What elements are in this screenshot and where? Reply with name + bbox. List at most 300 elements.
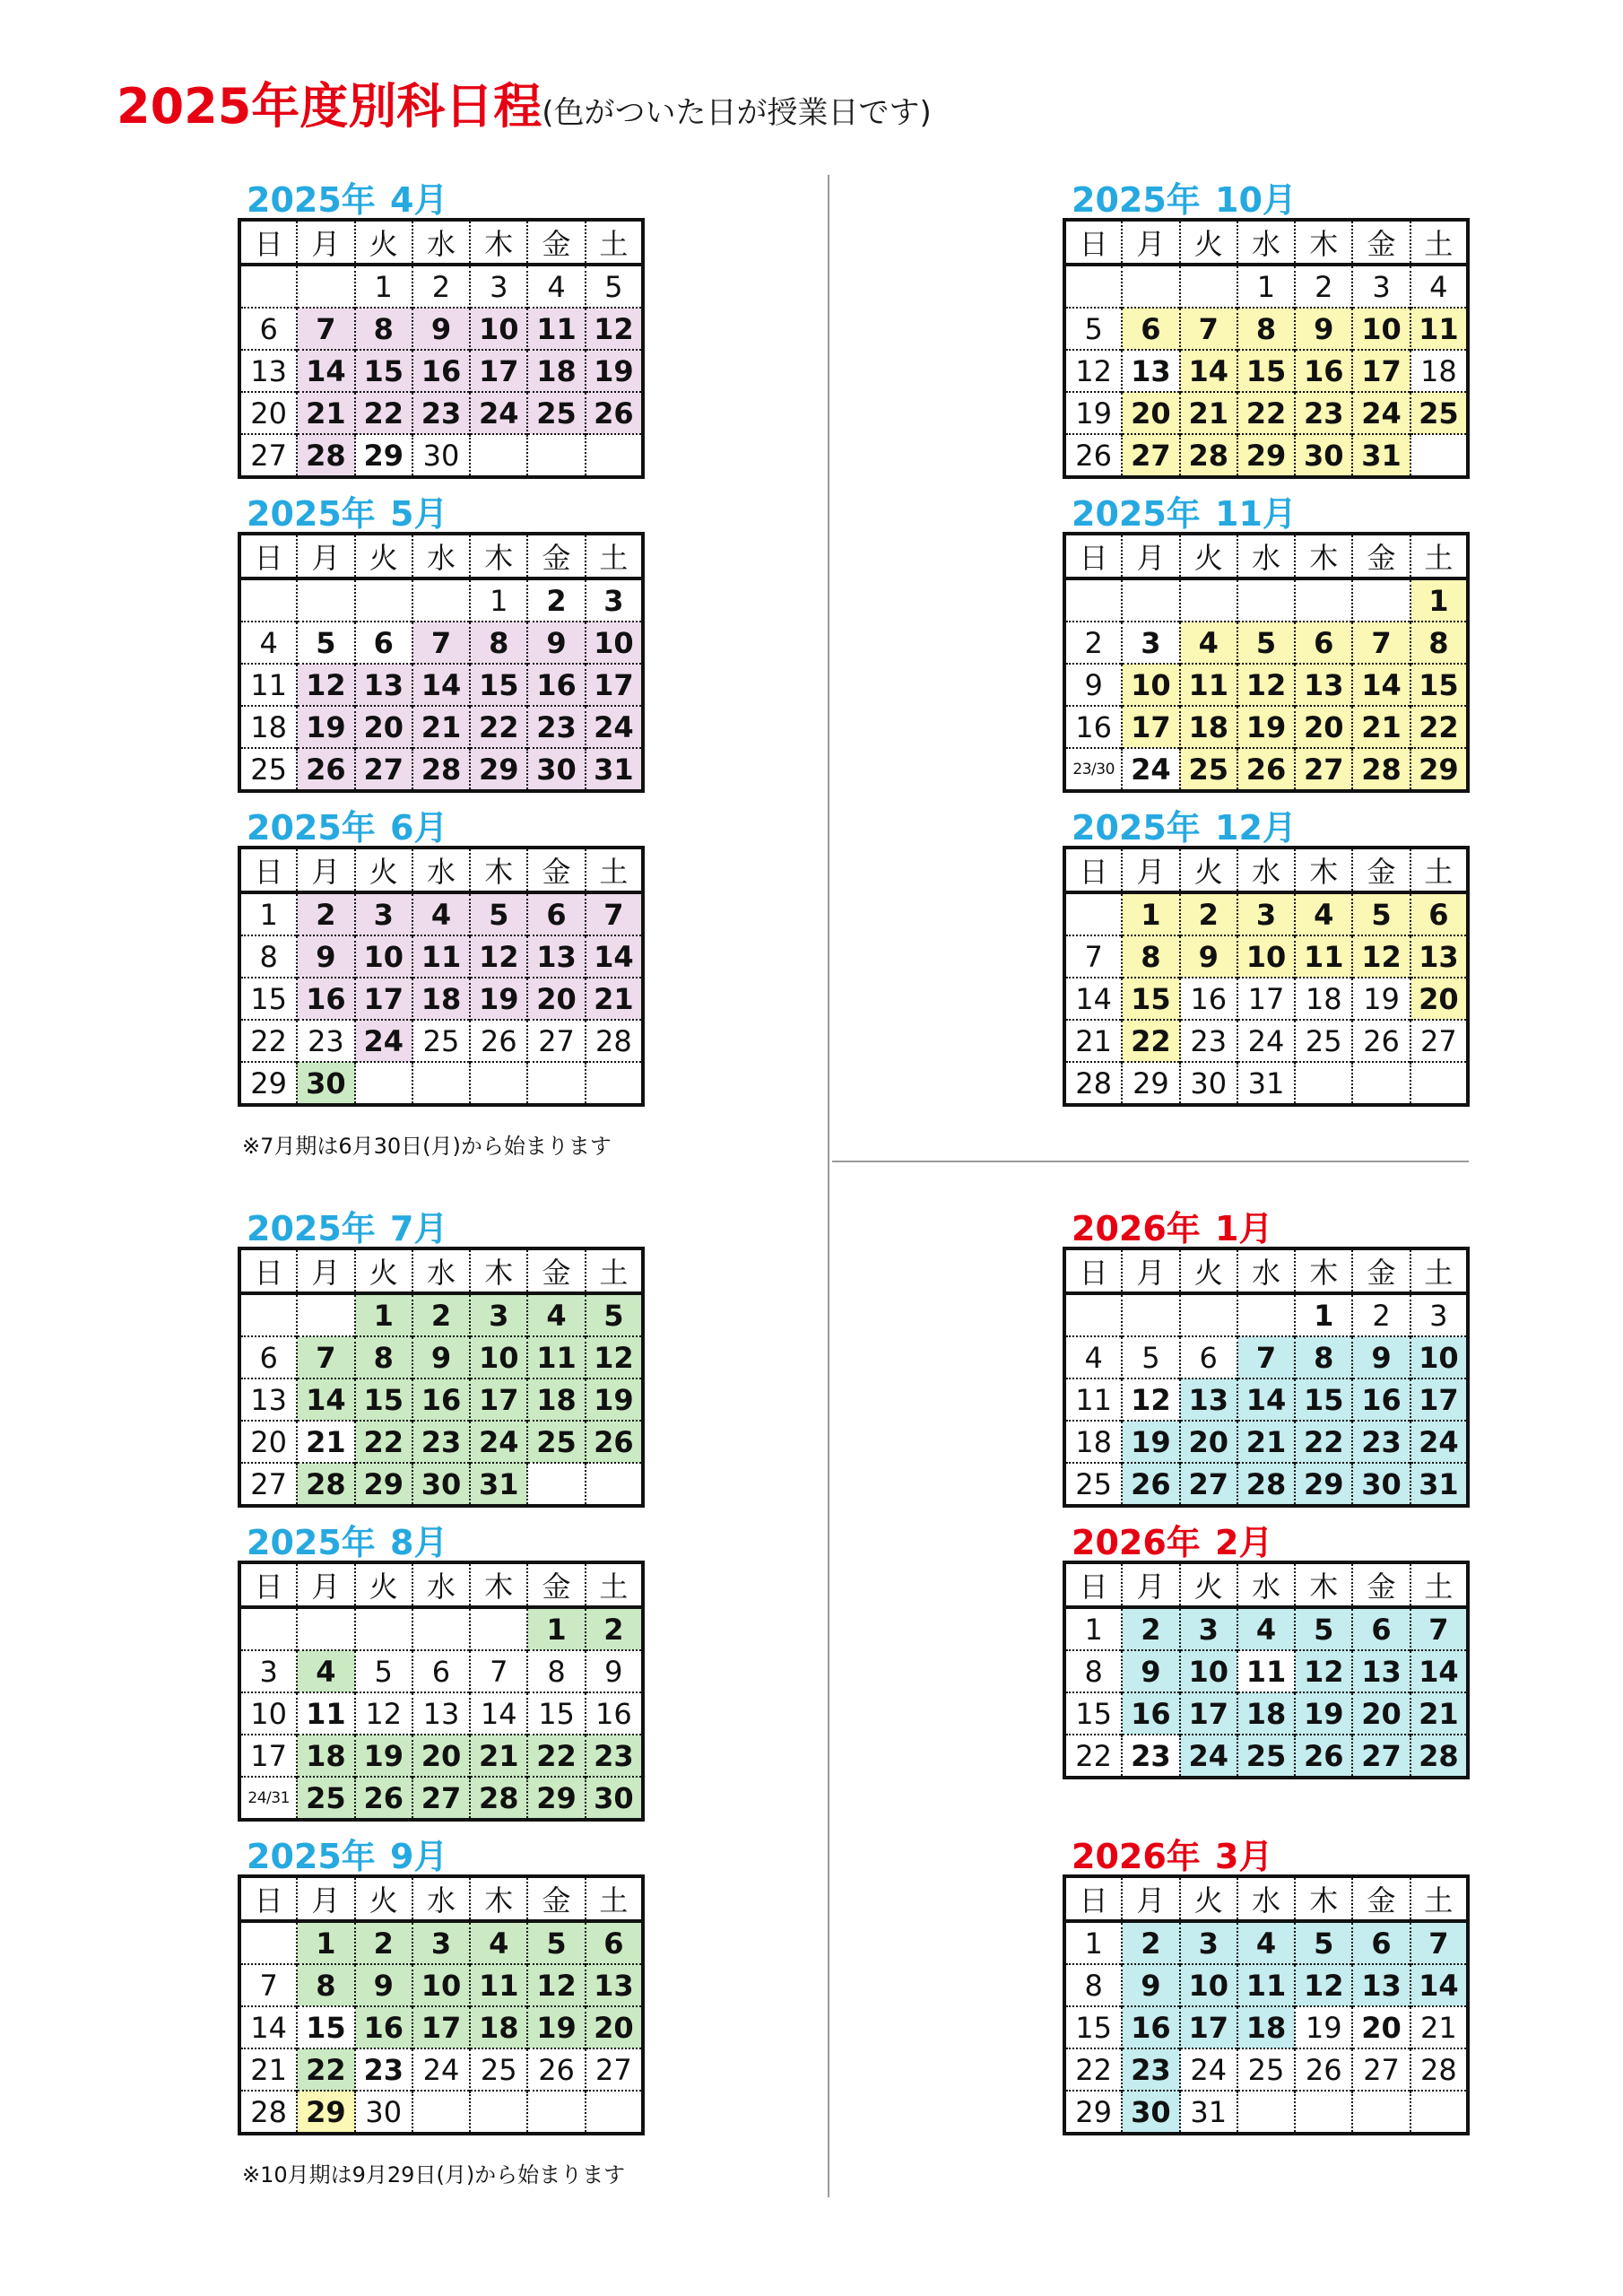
day-cell: 11 — [1180, 664, 1237, 706]
day-cell: 14 — [1410, 1964, 1468, 2006]
day-cell: 18 — [1295, 978, 1352, 1020]
week-row — [239, 1378, 643, 1421]
day-cell: 20 — [239, 1421, 297, 1463]
day-cell: 17 — [1410, 1378, 1468, 1421]
day-cell: 11 — [1237, 1650, 1295, 1692]
day-cell: 11 — [1237, 1964, 1295, 2006]
week-row — [239, 1336, 643, 1378]
day-cell: 30 — [355, 2091, 412, 2134]
week-row — [239, 2091, 643, 2134]
day-cell: 5 — [1295, 1921, 1352, 1964]
day-cell: 22 — [1237, 392, 1295, 434]
day-cell — [1410, 1062, 1468, 1105]
day-cell: 17 — [1122, 706, 1179, 748]
day-cell: 21 — [1410, 2006, 1468, 2048]
month-title-month: 5月 — [390, 494, 448, 534]
day-cell: 6 — [1295, 622, 1352, 664]
day-cell: 4 — [470, 1921, 527, 1964]
day-cell: 13 — [1295, 664, 1352, 706]
day-cell: 21 — [239, 2048, 297, 2091]
day-cell: 28 — [1410, 1735, 1468, 1778]
weekday-header: 水 — [412, 534, 470, 578]
day-cell: 1 — [1410, 578, 1468, 622]
calendar-grid — [238, 1247, 645, 1508]
day-cell — [239, 265, 297, 308]
day-cell: 19 — [1237, 706, 1295, 748]
day-cell: 17 — [412, 2006, 470, 2048]
day-cell: 8 — [1064, 1650, 1122, 1692]
day-cell: 23 — [297, 1020, 354, 1062]
weekday-header: 月 — [297, 1248, 354, 1293]
month-calendar-2025-10 — [1063, 182, 1470, 479]
weekday-header: 金 — [1352, 1876, 1410, 1921]
day-cell: 26 — [355, 1777, 412, 1820]
day-cell — [1295, 2091, 1352, 2134]
day-cell: 29 — [355, 1463, 412, 1506]
day-cell: 4 — [1064, 1336, 1122, 1378]
weekday-header-row — [1064, 1562, 1468, 1607]
day-cell — [470, 1607, 527, 1650]
day-cell: 19 — [586, 1378, 643, 1421]
month-title-month: 3月 — [1215, 1837, 1273, 1876]
day-cell: 30 — [412, 434, 470, 477]
day-cell: 30 — [1295, 434, 1352, 477]
day-cell: 19 — [586, 350, 643, 392]
day-cell: 1 — [1237, 265, 1295, 308]
day-cell: 23 — [412, 1421, 470, 1463]
day-cell: 2 — [412, 1293, 470, 1336]
day-cell: 30 — [1180, 1062, 1237, 1105]
day-cell: 5 — [1064, 308, 1122, 350]
weekday-header: 土 — [1410, 1248, 1468, 1293]
weekday-header: 土 — [1410, 848, 1468, 892]
month-title-year: 2025年 — [1072, 808, 1201, 848]
day-cell: 22 — [355, 1421, 412, 1463]
day-cell — [1237, 1293, 1295, 1336]
day-cell: 13 — [412, 1692, 470, 1735]
week-row — [1064, 434, 1468, 477]
weekday-header: 水 — [412, 848, 470, 892]
week-row — [1064, 392, 1468, 434]
day-cell: 15 — [1122, 978, 1179, 1020]
weekday-header: 金 — [527, 534, 585, 578]
calendar-grid — [238, 846, 645, 1107]
day-cell: 9 — [1122, 1650, 1179, 1692]
weekday-header-row — [239, 534, 643, 578]
day-cell — [1410, 434, 1468, 477]
day-cell — [239, 1921, 297, 1964]
day-cell: 3 — [355, 892, 412, 935]
day-cell: 25 — [297, 1777, 354, 1820]
weekday-header: 火 — [1180, 534, 1237, 578]
day-cell: 12 — [470, 935, 527, 978]
day-cell: 16 — [1180, 978, 1237, 1020]
day-cell — [470, 1062, 527, 1105]
week-row — [239, 1921, 643, 1964]
day-cell — [1180, 1293, 1237, 1336]
day-cell: 28 — [1064, 1062, 1122, 1105]
weekday-header: 水 — [1237, 220, 1295, 265]
day-cell: 25 — [527, 392, 585, 434]
day-cell: 7 — [470, 1650, 527, 1692]
day-cell — [355, 1607, 412, 1650]
day-cell: 28 — [297, 434, 354, 477]
weekday-header: 火 — [1180, 1248, 1237, 1293]
month-title-month: 10月 — [1215, 180, 1297, 220]
day-cell: 1 — [297, 1921, 354, 1964]
day-cell: 8 — [527, 1650, 585, 1692]
day-cell: 2 — [412, 265, 470, 308]
month-title — [247, 182, 645, 218]
day-cell: 4 — [1237, 1607, 1295, 1650]
day-cell: 8 — [355, 1336, 412, 1378]
day-cell: 21 — [1237, 1421, 1295, 1463]
weekday-header: 日 — [239, 534, 297, 578]
calendar-grid — [1063, 1561, 1470, 1779]
day-cell: 14 — [239, 2006, 297, 2048]
day-cell: 9 — [412, 1336, 470, 1378]
day-cell: 7 — [1237, 1336, 1295, 1378]
weekday-header: 火 — [1180, 1876, 1237, 1921]
day-cell: 13 — [1352, 1964, 1410, 2006]
day-cell: 31 — [1237, 1062, 1295, 1105]
week-row — [239, 892, 643, 935]
day-cell: 18 — [1180, 706, 1237, 748]
month-title-month: 7月 — [390, 1209, 448, 1248]
day-cell: 22 — [470, 706, 527, 748]
day-cell: 19 — [297, 706, 354, 748]
day-cell — [1295, 578, 1352, 622]
calendar-grid — [1063, 1247, 1470, 1508]
day-cell: 16 — [527, 664, 585, 706]
month-title-month: 6月 — [390, 808, 448, 848]
day-cell: 18 — [1237, 1692, 1295, 1735]
day-cell — [470, 2091, 527, 2134]
weekday-header: 金 — [527, 1248, 585, 1293]
day-cell: 17 — [1352, 350, 1410, 392]
note-july-term: ※7月期は6月30日(月)から始まります — [242, 1134, 612, 1159]
month-title — [1072, 1525, 1470, 1561]
day-cell: 10 — [412, 1964, 470, 2006]
month-calendar-2025-05 — [238, 496, 645, 793]
day-cell: 27 — [1180, 1463, 1237, 1506]
month-title — [247, 810, 645, 846]
day-cell: 2 — [527, 578, 585, 622]
day-cell: 31 — [1352, 434, 1410, 477]
day-cell: 22 — [355, 392, 412, 434]
weekday-header: 木 — [470, 220, 527, 265]
day-cell: 17 — [355, 978, 412, 1020]
day-cell: 15 — [355, 1378, 412, 1421]
weekday-header: 火 — [355, 534, 412, 578]
day-cell: 23/30 — [1064, 748, 1122, 791]
day-cell: 16 — [297, 978, 354, 1020]
day-cell — [355, 1062, 412, 1105]
day-cell: 25 — [1237, 1735, 1295, 1778]
weekday-header: 水 — [1237, 534, 1295, 578]
month-title — [247, 1839, 645, 1874]
day-cell: 26 — [1295, 1735, 1352, 1778]
day-cell: 25 — [527, 1421, 585, 1463]
day-cell: 16 — [586, 1692, 643, 1735]
weekday-header: 火 — [1180, 1562, 1237, 1607]
day-cell — [527, 1062, 585, 1105]
day-cell: 12 — [355, 1692, 412, 1735]
day-cell: 20 — [1352, 2006, 1410, 2048]
day-cell: 11 — [1064, 1378, 1122, 1421]
week-row — [239, 664, 643, 706]
day-cell: 15 — [1237, 350, 1295, 392]
day-cell: 25 — [239, 748, 297, 791]
day-cell: 14 — [1064, 978, 1122, 1020]
day-cell: 15 — [1295, 1378, 1352, 1421]
weekday-header: 日 — [1064, 1562, 1122, 1607]
day-cell: 18 — [527, 1378, 585, 1421]
day-cell: 15 — [1410, 664, 1468, 706]
day-cell: 10 — [1180, 1650, 1237, 1692]
day-cell: 6 — [355, 622, 412, 664]
day-cell: 6 — [586, 1921, 643, 1964]
calendar-grid — [1063, 846, 1470, 1107]
calendar-grid — [238, 1874, 645, 2135]
day-cell: 20 — [239, 392, 297, 434]
weekday-header-row — [1064, 220, 1468, 265]
day-cell: 9 — [1295, 308, 1352, 350]
day-cell: 27 — [586, 2048, 643, 2091]
day-cell: 29 — [297, 2091, 354, 2134]
day-cell: 8 — [297, 1964, 354, 2006]
day-cell: 6 — [1352, 1921, 1410, 1964]
day-cell: 11 — [1295, 935, 1352, 978]
weekday-header-row — [239, 1248, 643, 1293]
day-cell: 29 — [470, 748, 527, 791]
day-cell: 21 — [1180, 392, 1237, 434]
weekday-header: 日 — [239, 220, 297, 265]
day-cell — [297, 578, 354, 622]
day-cell: 29 — [1064, 2091, 1122, 2134]
month-title — [247, 1525, 645, 1561]
day-cell: 9 — [412, 308, 470, 350]
day-cell: 3 — [1237, 892, 1295, 935]
day-cell: 20 — [1180, 1421, 1237, 1463]
day-cell: 5 — [1122, 1336, 1179, 1378]
day-cell: 16 — [1122, 2006, 1179, 2048]
weekday-header: 水 — [1237, 1248, 1295, 1293]
week-row — [239, 1650, 643, 1692]
weekday-header: 月 — [297, 848, 354, 892]
weekday-header: 木 — [470, 1876, 527, 1921]
day-cell: 7 — [1352, 622, 1410, 664]
day-cell: 2 — [297, 892, 354, 935]
day-cell: 22 — [1064, 1735, 1122, 1778]
day-cell: 14 — [297, 1378, 354, 1421]
month-calendar-2025-11 — [1063, 496, 1470, 793]
day-cell: 4 — [297, 1650, 354, 1692]
month-title-year: 2025年 — [247, 1523, 376, 1562]
day-cell — [1064, 892, 1122, 935]
week-row — [239, 978, 643, 1020]
day-cell — [1122, 265, 1179, 308]
day-cell: 12 — [1237, 664, 1295, 706]
day-cell: 6 — [239, 308, 297, 350]
day-cell: 10 — [355, 935, 412, 978]
weekday-header: 木 — [470, 1248, 527, 1293]
day-cell — [239, 1293, 297, 1336]
day-cell: 18 — [470, 2006, 527, 2048]
day-cell: 29 — [239, 1062, 297, 1105]
title-main: 2025年度別科日程 — [117, 78, 542, 135]
day-cell: 19 — [1295, 1692, 1352, 1735]
day-cell — [586, 1062, 643, 1105]
week-row — [1064, 892, 1468, 935]
week-row — [1064, 1607, 1468, 1650]
day-cell: 7 — [1180, 308, 1237, 350]
week-row — [1064, 748, 1468, 791]
day-cell: 26 — [1295, 2048, 1352, 2091]
weekday-header: 金 — [527, 1562, 585, 1607]
day-cell: 3 — [1180, 1607, 1237, 1650]
day-cell: 4 — [1295, 892, 1352, 935]
day-cell: 3 — [586, 578, 643, 622]
weekday-header: 日 — [1064, 1248, 1122, 1293]
day-cell — [1064, 265, 1122, 308]
day-cell: 21 — [297, 1421, 354, 1463]
weekday-header: 月 — [1122, 1876, 1179, 1921]
day-cell: 5 — [470, 892, 527, 935]
day-cell: 18 — [239, 706, 297, 748]
day-cell: 26 — [1352, 1020, 1410, 1062]
day-cell: 23 — [527, 706, 585, 748]
week-row — [1064, 664, 1468, 706]
month-title — [1072, 810, 1470, 846]
month-calendar-2025-08 — [238, 1525, 645, 1822]
day-cell: 22 — [297, 2048, 354, 2091]
day-cell: 18 — [1410, 350, 1468, 392]
week-row — [239, 935, 643, 978]
day-cell: 22 — [1295, 1421, 1352, 1463]
day-cell: 15 — [527, 1692, 585, 1735]
month-title-month: 8月 — [390, 1523, 448, 1562]
month-title — [1072, 1839, 1470, 1874]
day-cell: 28 — [470, 1777, 527, 1820]
day-cell: 9 — [1064, 664, 1122, 706]
day-cell: 15 — [297, 2006, 354, 2048]
day-cell: 18 — [1237, 2006, 1295, 2048]
day-cell: 2 — [1122, 1607, 1179, 1650]
day-cell — [297, 265, 354, 308]
calendar-grid — [1063, 1874, 1470, 2135]
day-cell: 4 — [527, 1293, 585, 1336]
week-row — [239, 308, 643, 350]
day-cell: 4 — [527, 265, 585, 308]
day-cell: 8 — [1295, 1336, 1352, 1378]
day-cell: 29 — [527, 1777, 585, 1820]
day-cell: 22 — [1410, 706, 1468, 748]
day-cell: 27 — [1122, 434, 1179, 477]
day-cell: 22 — [1064, 2048, 1122, 2091]
day-cell: 13 — [1352, 1650, 1410, 1692]
weekday-header: 水 — [1237, 848, 1295, 892]
day-cell: 20 — [1295, 706, 1352, 748]
day-cell: 11 — [527, 1336, 585, 1378]
week-row — [239, 2048, 643, 2091]
day-cell: 4 — [239, 622, 297, 664]
day-cell — [412, 2091, 470, 2134]
weekday-header: 火 — [355, 1562, 412, 1607]
day-cell: 26 — [470, 1020, 527, 1062]
day-cell: 27 — [355, 748, 412, 791]
weekday-header: 火 — [1180, 220, 1237, 265]
day-cell — [1295, 1062, 1352, 1105]
day-cell: 24 — [1352, 392, 1410, 434]
day-cell: 2 — [355, 1921, 412, 1964]
week-row — [239, 1964, 643, 2006]
day-cell: 1 — [259, 897, 278, 932]
week-row — [1064, 1020, 1468, 1062]
day-cell: 14 — [1410, 1650, 1468, 1692]
day-cell: 8 — [355, 308, 412, 350]
day-cell: 24 — [470, 392, 527, 434]
day-cell: 26 — [586, 392, 643, 434]
day-cell: 30 — [412, 1463, 470, 1506]
day-cell: 30 — [297, 1062, 354, 1105]
day-cell: 18 — [297, 1735, 354, 1777]
day-cell: 4 — [1237, 1921, 1295, 1964]
day-cell: 11 — [470, 1964, 527, 2006]
day-cell: 10 — [470, 308, 527, 350]
month-calendar-2025-12 — [1063, 810, 1470, 1107]
weekday-header: 土 — [586, 220, 643, 265]
weekday-header: 水 — [412, 1876, 470, 1921]
title-subtitle: (色がついた日が授業日です) — [542, 95, 932, 131]
weekday-header: 月 — [1122, 220, 1179, 265]
month-title — [1072, 182, 1470, 218]
day-cell: 9 — [1352, 1336, 1410, 1378]
day-cell: 19 — [527, 2006, 585, 2048]
day-cell: 1 — [1122, 892, 1179, 935]
day-cell: 10 — [586, 622, 643, 664]
day-cell: 8 — [239, 935, 297, 978]
weekday-header: 土 — [586, 1876, 643, 1921]
weekday-header: 土 — [586, 848, 643, 892]
day-cell: 27 — [1295, 748, 1352, 791]
weekday-header: 金 — [1352, 1248, 1410, 1293]
month-title-year: 2025年 — [247, 180, 376, 220]
day-cell: 13 — [527, 935, 585, 978]
week-row — [1064, 265, 1468, 308]
day-cell: 27 — [1410, 1020, 1468, 1062]
day-cell: 30 — [586, 1777, 643, 1820]
week-row — [1064, 1378, 1468, 1421]
day-cell: 28 — [239, 2091, 297, 2134]
day-cell: 16 — [1352, 1378, 1410, 1421]
day-cell: 9 — [355, 1964, 412, 2006]
weekday-header: 土 — [586, 534, 643, 578]
day-cell: 15 — [1064, 1692, 1122, 1735]
day-cell: 20 — [412, 1735, 470, 1777]
month-title-year: 2025年 — [247, 808, 376, 848]
day-cell — [470, 434, 527, 477]
day-cell: 12 — [586, 1336, 643, 1378]
weekday-header: 火 — [355, 848, 412, 892]
day-cell: 27 — [1352, 2048, 1410, 2091]
week-row — [1064, 578, 1468, 622]
day-cell: 1 — [355, 265, 412, 308]
day-cell: 24 — [1180, 2048, 1237, 2091]
day-cell: 6 — [1180, 1336, 1237, 1378]
day-cell — [586, 1463, 643, 1506]
day-cell: 16 — [355, 2006, 412, 2048]
